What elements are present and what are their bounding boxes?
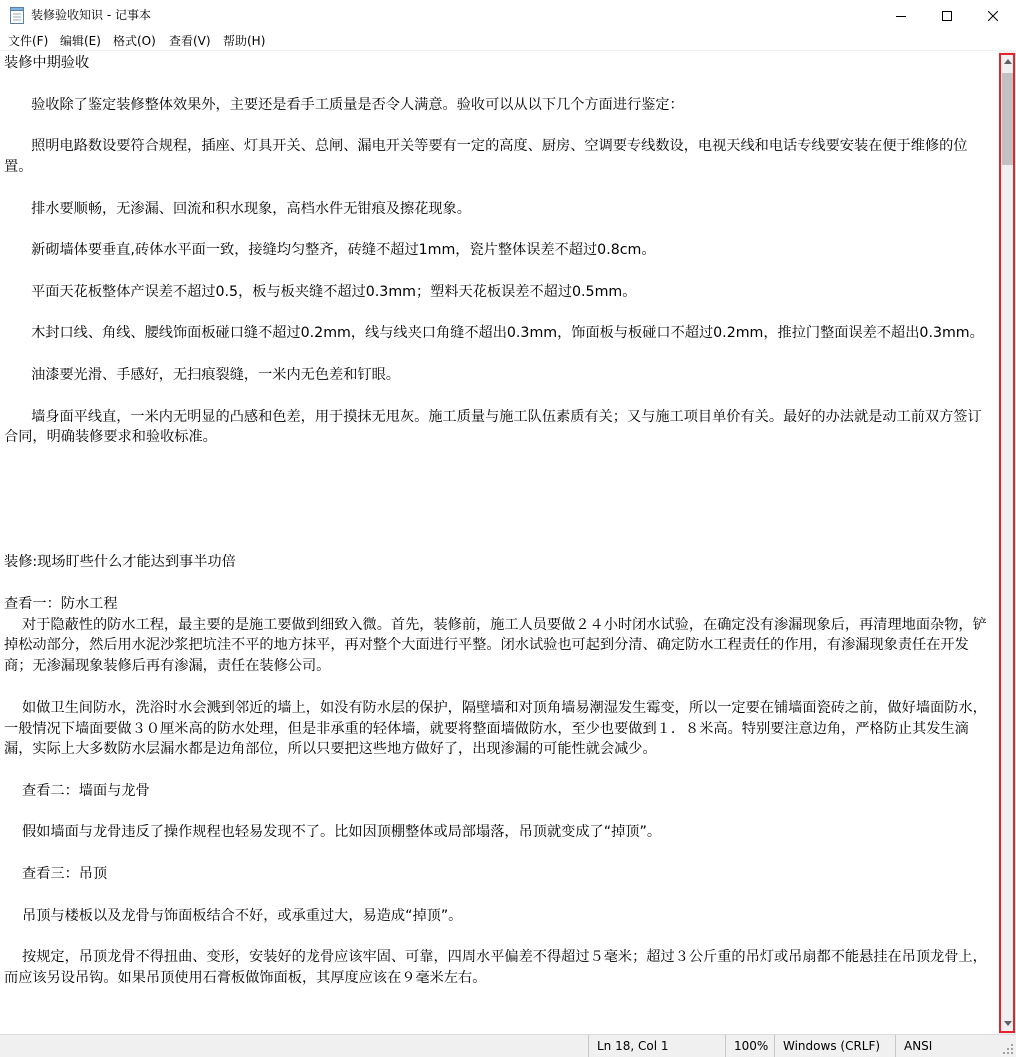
menu-file[interactable]: 文件(F): [8, 34, 49, 48]
editor-line[interactable]: [4, 303, 995, 324]
editor-line[interactable]: [4, 802, 995, 823]
editor-line[interactable]: 照明电路数设要符合规程，插座、灯具开关、总闸、漏电开关等要有一定的高度、厨房、空调要专线数设，电视天线和电话专线要安装在便于维修的位置。: [4, 138, 968, 175]
scroll-up-button[interactable]: [999, 53, 1016, 70]
minimize-icon: [896, 11, 906, 21]
maximize-icon: [942, 11, 952, 21]
editor-line[interactable]: 木封口线、角线、腰线饰面板碰口缝不超过0.2mm，线与线夹口角缝不超出0.3mm，饰面板与板碰口不超过0.2mm，推拉门整面误差不超出0.3mm。: [4, 325, 984, 342]
editor-line[interactable]: [4, 490, 995, 511]
editor-line[interactable]: [4, 448, 995, 469]
editor-line[interactable]: [4, 386, 995, 407]
editor-content[interactable]: [0, 51, 995, 989]
title-bar[interactable]: [0, 0, 1016, 31]
cursor-position: Ln 18, Col 1: [588, 1035, 725, 1057]
menu-view[interactable]: 查看(V): [169, 34, 211, 48]
encoding: ANSI: [895, 1035, 1016, 1057]
chevron-down-icon: [1004, 1021, 1012, 1026]
editor-line[interactable]: [4, 74, 995, 95]
editor-line[interactable]: [4, 469, 995, 490]
close-button[interactable]: [970, 0, 1016, 31]
line-ending: Windows (CRLF): [774, 1035, 895, 1057]
window-title: 装修验收知识 - 记事本: [31, 8, 151, 22]
editor-line[interactable]: 吊顶与楼板以及龙骨与饰面板结合不好，或承重过大，易造成“掉顶”。: [4, 907, 463, 924]
editor-line[interactable]: 按规定，吊顶龙骨不得扭曲、变形，安装好的龙骨应该牢固、可靠，四周水平偏差不得超过５毫米；超过３公斤重的吊灯或吊扇都不能悬挂在吊顶龙骨上，而应该另设吊钩。如果吊顶使用石膏板做饰面板，其厚度应该在９毫米左右。: [4, 949, 987, 987]
editor-line[interactable]: [4, 178, 995, 199]
editor-line[interactable]: 排水要顺畅，无渗漏、回流和积水现象，高档水件无钳痕及擦花现象。: [4, 200, 471, 217]
scroll-down-button[interactable]: [999, 1015, 1016, 1032]
maximize-button[interactable]: [924, 0, 970, 31]
menu-help[interactable]: 帮助(H): [223, 34, 266, 48]
editor-line[interactable]: 装修:现场盯些什么才能达到事半功倍: [4, 554, 236, 571]
menu-bar: [0, 31, 1016, 51]
vertical-scrollbar[interactable]: [999, 51, 1016, 1034]
chevron-up-icon: [1004, 59, 1012, 64]
close-icon: [988, 11, 998, 21]
editor-line[interactable]: 装修中期验收: [4, 55, 90, 71]
editor-line[interactable]: [4, 573, 995, 594]
editor-line[interactable]: 查看二：墙面与龙骨: [4, 782, 150, 799]
editor-line[interactable]: [4, 677, 995, 698]
editor-line[interactable]: 查看三：吊顶: [4, 866, 108, 883]
notepad-icon: [10, 7, 24, 24]
menu-format[interactable]: 格式(O): [113, 34, 156, 48]
editor-line[interactable]: [4, 531, 995, 552]
editor-line[interactable]: [4, 926, 995, 947]
editor-line[interactable]: 对于隐蔽性的防水工程，最主要的是施工要做到细致入微。首先，装修前，施工人员要做２４小时闭水试验，在确定没有渗漏现象后，再清理地面杂物，铲掉松动部分，然后用水泥沙浆把坑洼不平的地方抹平，再对整个大面进行平整。闭水试验也可起到分清、确定防水工程责任的作用，有渗漏现象责任在开发商；无渗漏现象装修后再有渗漏，责任在装修公司。: [4, 616, 987, 675]
editor-line[interactable]: 如做卫生间防水，洗浴时水会溅到邻近的墙上，如没有防水层的保护，隔壁墙和对顶角墙易潮湿发生霉变，所以一定要在铺墙面瓷砖之前，做好墙面防水，一般情况下墙面要做３０厘米高的防水处理，但是非承重的轻体墙，就要将整面墙做防水，至少也要做到１．８米高。特别要注意边角，严格防止其发生滴漏，实际上大多数防水层漏水都是边角部位，所以只要把这些地方做好了，出现渗漏的可能性就会减少。: [4, 699, 987, 758]
menu-edit[interactable]: 编辑(E): [60, 34, 101, 48]
resize-grip-icon[interactable]: [1002, 1043, 1014, 1055]
editor-line[interactable]: [4, 511, 995, 532]
editor-line[interactable]: [4, 115, 995, 136]
minimize-button[interactable]: [878, 0, 924, 31]
editor-line[interactable]: [4, 843, 995, 864]
editor-line[interactable]: [4, 885, 995, 906]
editor-line[interactable]: [4, 261, 995, 282]
zoom-level: 100%: [725, 1035, 774, 1057]
editor-line[interactable]: 假如墙面与龙骨违反了操作规程也轻易发现不了。比如因顶棚整体或局部塌落，吊顶就变成了“掉顶”。: [4, 824, 662, 841]
editor-line[interactable]: 验收除了鉴定装修整体效果外，主要还是看手工质量是否令人满意。验收可以从以下几个方面进行鉴定：: [4, 96, 684, 113]
editor-line[interactable]: 查看一：防水工程: [4, 595, 118, 612]
editor-line[interactable]: [4, 344, 995, 365]
status-bar: [0, 1034, 1016, 1057]
editor-line[interactable]: 油漆要光滑、手感好，无扫痕裂缝，一米内无色差和钉眼。: [4, 366, 400, 383]
editor-line[interactable]: [4, 760, 995, 781]
editor-line[interactable]: 墙身面平线直，一米内无明显的凸感和色差，用于摸抹无甩灰。施工质量与施工队伍素质有关；又与施工项目单价有关。最好的办法就是动工前双方签订合同，明确装修要求和验收标准。: [4, 408, 982, 446]
scroll-thumb[interactable]: [1002, 73, 1013, 165]
editor-line[interactable]: [4, 219, 995, 240]
editor-line[interactable]: 新砌墙体要垂直,砖体水平面一致，接缝均匀整齐，砖缝不超过1mm，瓷片整体误差不超过0.8cm。: [4, 242, 656, 259]
text-editor[interactable]: [0, 51, 999, 1034]
editor-line[interactable]: 平面天花板整体产误差不超过0.5，板与板夹缝不超过0.3mm；塑料天花板误差不超过0.5mm。: [4, 283, 637, 300]
